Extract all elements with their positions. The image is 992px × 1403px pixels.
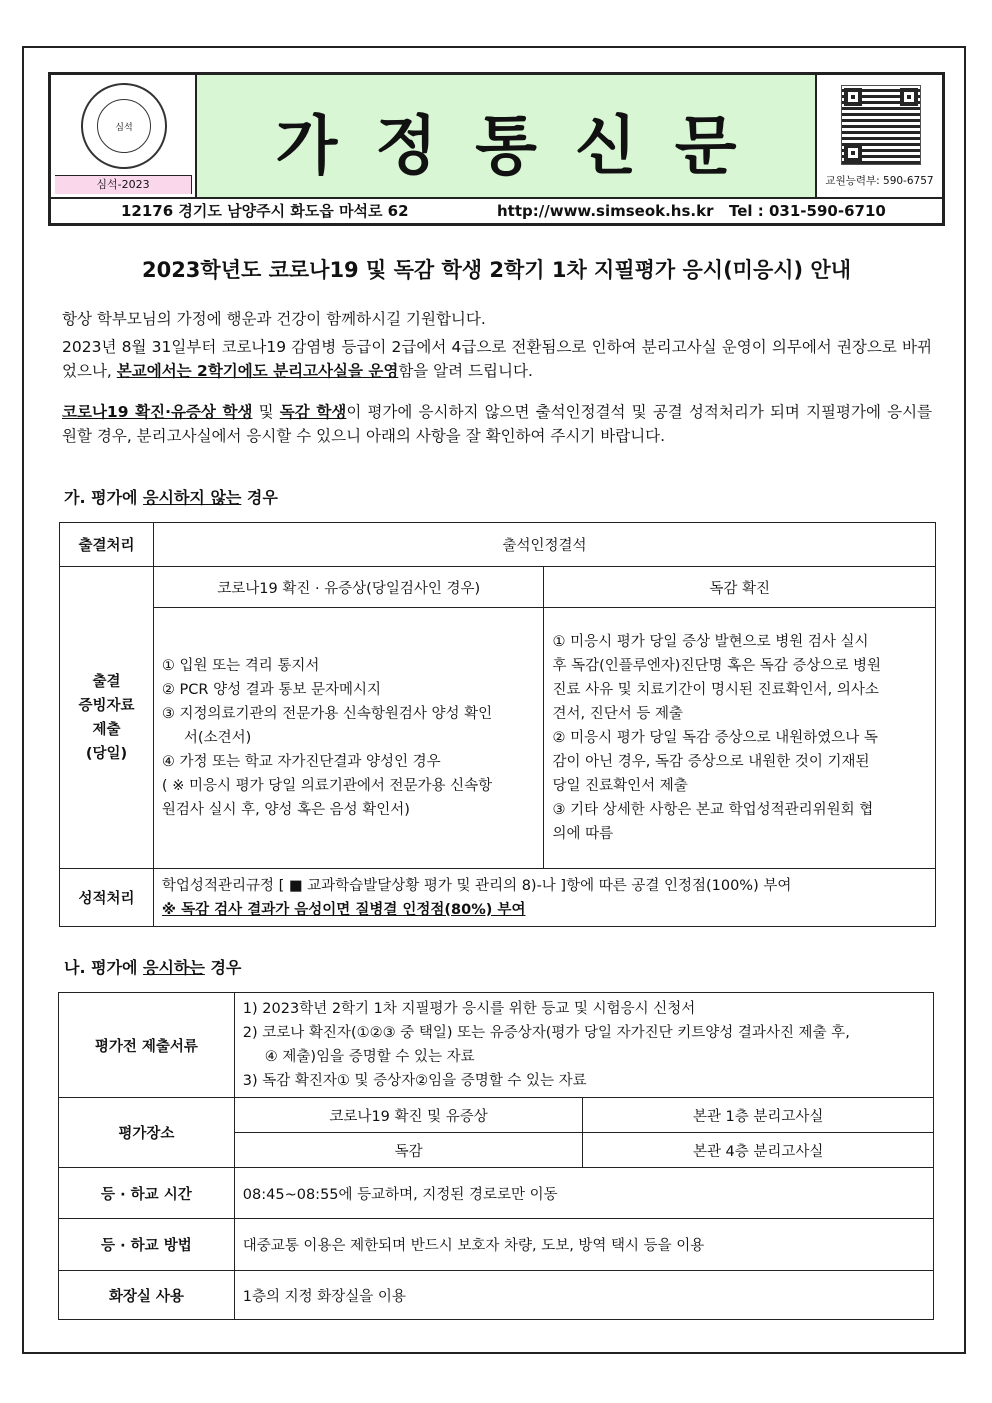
qr-caption: 교원능력부: 590-6757 xyxy=(825,175,934,187)
evidence-label: 출결 증빙자료 제출 (당일) xyxy=(60,567,154,869)
grading-note: ※ 독감 검사 결과가 음성이면 질병결 인정점(80%) 부여 xyxy=(161,901,526,918)
method-label: 등 · 하교 방법 xyxy=(59,1219,235,1271)
list-item: 진료 사유 및 치료기간이 명시된 진료확인서, 의사소 xyxy=(552,682,879,698)
list-item: 1) 2023학년 2학기 1차 지필평가 응시를 위한 등교 및 시험응시 신청서 xyxy=(242,1001,696,1017)
table-row xyxy=(60,608,936,869)
title-cell xyxy=(197,75,817,197)
school-logo xyxy=(81,83,167,169)
list-item: ② 미응시 평가 당일 독감 증상으로 내원하였으나 독 xyxy=(552,730,878,746)
place-flu-room: 본관 4층 분리고사실 xyxy=(583,1133,934,1168)
flu-column-header: 독감 확진 xyxy=(544,567,936,608)
newsletter-title: 가정통신문 xyxy=(275,110,775,184)
list-item: ① 미응시 평가 당일 증상 발현으로 병원 검사 실시 xyxy=(552,634,869,650)
list-item: 후 독감(인플루엔자)진단명 혹은 독감 증상으로 병원 xyxy=(552,658,881,674)
list-item: 당일 진료확인서 제출 xyxy=(552,778,688,794)
section-a-table xyxy=(59,522,936,927)
grading-value xyxy=(153,869,935,927)
list-item: ③ 기타 상세한 사항은 본교 학업성적관리위원회 협 xyxy=(552,802,874,818)
table-row xyxy=(59,1098,934,1133)
method-value: 대중교통 이용은 제한되며 반드시 보호자 차량, 도보, 방역 택시 등을 이용 xyxy=(234,1219,933,1271)
document-heading: 2023학년도 코로나19 및 독감 학생 2학기 1차 지필평가 응시(미응시) 안내 xyxy=(141,258,852,282)
grading-label: 성적처리 xyxy=(60,869,154,927)
table-row xyxy=(59,993,934,1098)
intro-paragraph-2: 2023년 8월 31일부터 코로나19 감염병 등급이 2급에서 4급으로 전환됨으로 인하여 분리고사실 운영이 의무에서 권장으로 바뀌었으나, 본교에서는 2학기에도 분리고사실을 운영함을 알려 드립니다. xyxy=(62,338,932,380)
table-row xyxy=(60,523,936,567)
intro-paragraph-3: 코로나19 확진·유증상 학생 및 독감 학생이 평가에 응시하지 않으면 출석인정결석 및 공결 성적처리가 되며 지필평가에 응시를 원할 경우, 분리고사실에서 응시할 수 있으니 아래의 사항을 잘 확인하여 주시기 바랍니다. xyxy=(62,403,933,445)
list-item: 2) 코로나 확진자(①②③ 중 택일) 또는 유증상자(평가 당일 자가진단 키트양성 결과사진 제출 후, xyxy=(242,1025,850,1041)
attendance-label: 출결처리 xyxy=(60,523,154,567)
list-item: ④ 가정 또는 학교 자가진단결과 양성인 경우 xyxy=(161,754,441,770)
place-covid: 코로나19 확진 및 유증상 xyxy=(234,1098,583,1133)
time-value: 08:45~08:55에 등교하며, 지정된 경로로만 이동 xyxy=(234,1168,933,1219)
list-item: ( ※ 미응시 평가 당일 의료기관에서 전문가용 신속항 xyxy=(161,778,493,794)
section-a-title: 가. 평가에 응시하지 않는 경우 xyxy=(64,488,278,507)
place-covid-room: 본관 1층 분리고사실 xyxy=(583,1098,934,1133)
documents-label: 평가전 제출서류 xyxy=(59,993,235,1098)
intro-line-1: 항상 학부모님의 가정에 행운과 건강이 함께하시길 기원합니다. xyxy=(62,310,486,328)
qr-code-icon xyxy=(841,85,921,165)
toilet-label: 화장실 사용 xyxy=(59,1271,235,1320)
documents-list xyxy=(234,993,933,1098)
list-item: 서(소견서) xyxy=(183,730,252,746)
school-website[interactable]: http://www.simseok.hs.kr xyxy=(497,202,714,220)
list-item: 견서, 진단서 등 제출 xyxy=(552,706,683,722)
table-row xyxy=(59,1168,934,1219)
list-item: 감이 아닌 경우, 독감 증상으로 내원한 것이 기재된 xyxy=(552,754,870,770)
section-b-table xyxy=(58,992,934,1320)
list-item: ④ 제출)임을 증명할 수 있는 자료 xyxy=(264,1049,475,1065)
list-item: 의에 따름 xyxy=(552,826,614,842)
time-label: 등 · 하교 시간 xyxy=(59,1168,235,1219)
table-row xyxy=(59,1219,934,1271)
logo-cell xyxy=(51,75,197,197)
document-code: 심석-2023 xyxy=(55,175,192,194)
logo-center-text: 심석 xyxy=(97,99,151,153)
covid-evidence-list xyxy=(153,608,544,869)
table-row xyxy=(60,567,936,608)
address-bar xyxy=(51,199,942,223)
toilet-value: 1층의 지정 화장실을 이용 xyxy=(234,1271,933,1320)
qr-cell xyxy=(817,75,942,197)
school-address: 12176 경기도 남양주시 화도읍 마석로 62 xyxy=(121,202,409,220)
place-flu: 독감 xyxy=(234,1133,583,1168)
list-item: ② PCR 양성 결과 통보 문자메시지 xyxy=(161,682,381,698)
table-row xyxy=(60,869,936,927)
school-tel: Tel : 031-590-6710 xyxy=(729,202,886,220)
attendance-value: 출석인정결석 xyxy=(153,523,935,567)
covid-column-header: 코로나19 확진 · 유증상(당일검사인 경우) xyxy=(153,567,544,608)
table-row xyxy=(59,1271,934,1320)
header-top-row xyxy=(51,75,942,199)
newsletter-header xyxy=(48,72,945,226)
list-item: ③ 지정의료기관의 전문가용 신속항원검사 양성 확인 xyxy=(161,706,493,722)
flu-evidence-list xyxy=(544,608,936,869)
list-item: 3) 독감 확진자① 및 증상자②임을 증명할 수 있는 자료 xyxy=(242,1073,587,1089)
section-b-title: 나. 평가에 응시하는 경우 xyxy=(64,958,242,977)
grading-rule: 학업성적관리규정 [ ■ 교과학습발달상황 평가 및 관리의 8)-나 ]항에 따른 공결 인정점(100%) 부여 xyxy=(161,877,792,894)
place-label: 평가장소 xyxy=(59,1098,235,1168)
list-item: 원검사 실시 후, 양성 혹은 음성 확인서) xyxy=(161,802,410,818)
list-item: ① 입원 또는 격리 통지서 xyxy=(161,658,320,674)
